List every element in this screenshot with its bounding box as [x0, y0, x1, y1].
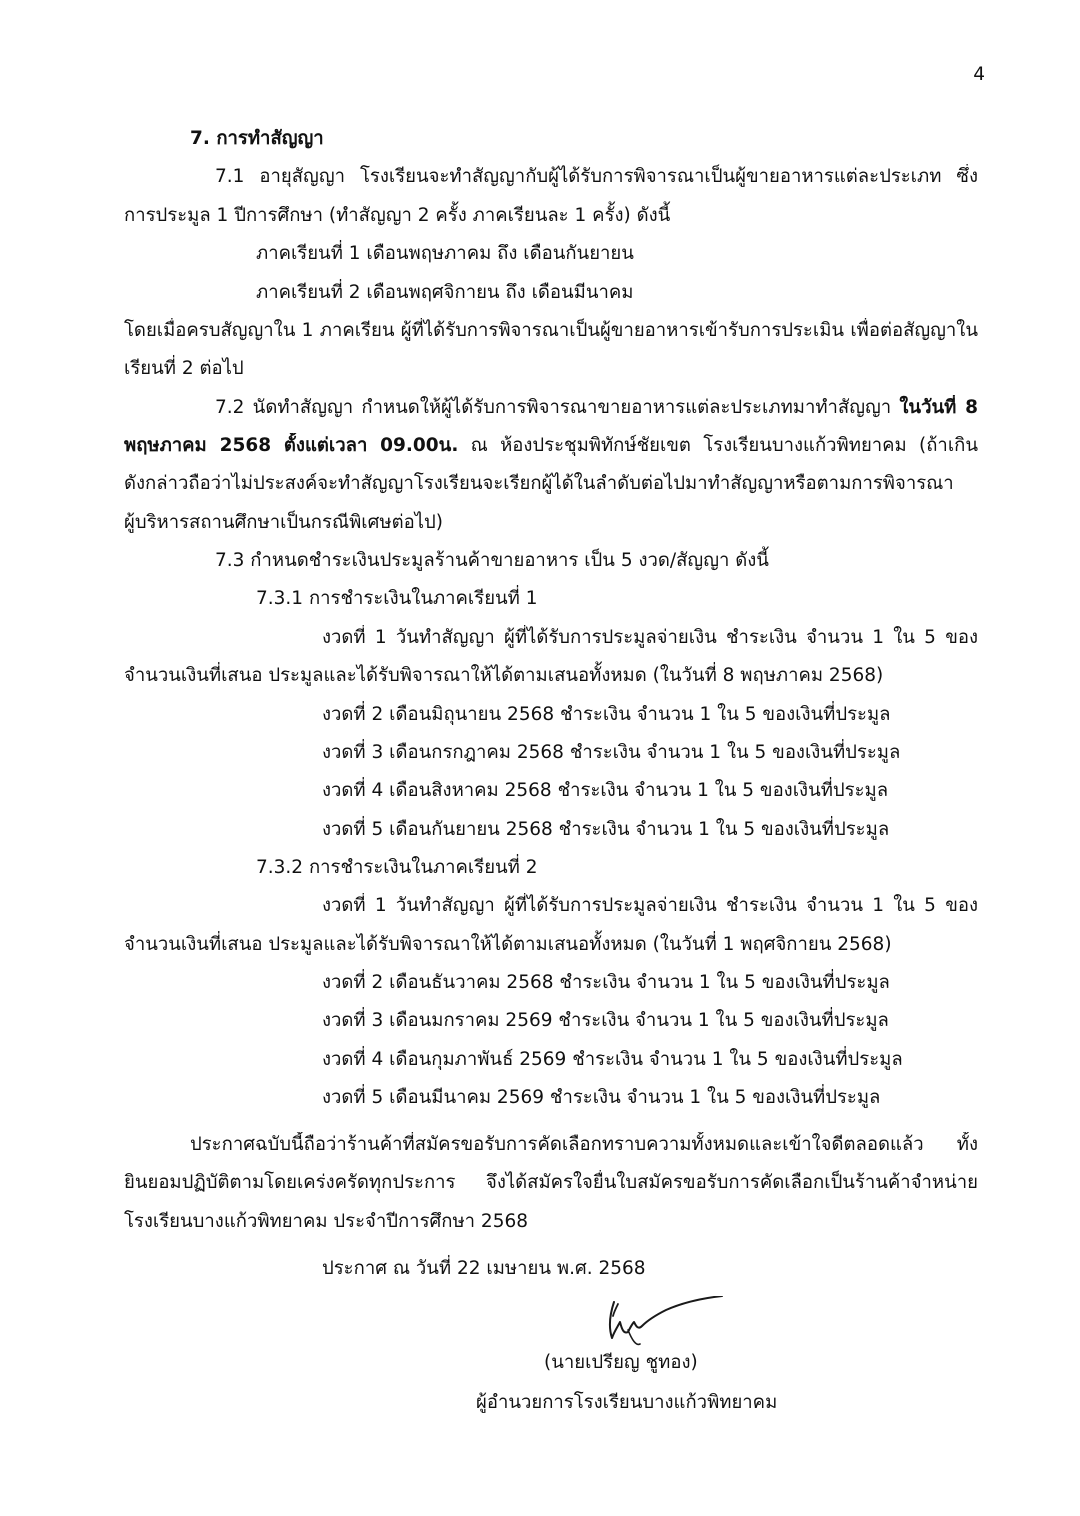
s732-item4: งวดที่ 4 เดือนกุมภาพันธ์ 2569 ชำระเงิน จำนวน 1 ใน 5 ของเงินที่ประมูล — [322, 1049, 903, 1070]
s72-line1 — [215, 395, 978, 421]
s732-item1-line1: งวดที่ 1 วันทำสัญญา ผู้ที่ได้รับการประมูลจ่ายเงิน ชำระเงิน จำนวน 1 ใน 5 ของ — [322, 895, 978, 916]
s732-item5: งวดที่ 5 เดือนมีนาคม 2569 ชำระเงิน จำนวน 1 ใน 5 ของเงินที่ประมูล — [322, 1087, 881, 1108]
signature-icon — [588, 1296, 728, 1352]
section-title: 7. การทำสัญญา — [190, 128, 324, 149]
announcement-line2: ยินยอมปฏิบัติตามโดยเคร่งครัดทุกประการ จึงได้สมัครใจยื่นใบสมัครขอรับการคัดเลือกเป็นร้านค้าจำหน่าย — [124, 1172, 978, 1193]
page-number: 4 — [973, 64, 985, 85]
signatory-position: ผู้อำนวยการโรงเรียนบางแก้วพิทยาคม — [476, 1392, 778, 1413]
announcement-line1: ประกาศฉบับนี้ถือว่าร้านค้าที่สมัครขอรับการคัดเลือกทราบความทั้งหมดและเข้าใจดีตลอดแล้ว ทั้ง — [190, 1134, 978, 1155]
s72-line4: ผู้บริหารสถานศึกษาเป็นกรณีพิเศษต่อไป) — [124, 512, 443, 533]
s731-heading: 7.3.1 การชำระเงินในภาคเรียนที่ 1 — [256, 588, 538, 609]
s731-item1-line1: งวดที่ 1 วันทำสัญญา ผู้ที่ได้รับการประมูลจ่ายเงิน ชำระเงิน จำนวน 1 ใน 5 ของ — [322, 627, 978, 648]
s731-item2: งวดที่ 2 เดือนมิถุนายน 2568 ชำระเงิน จำนวน 1 ใน 5 ของเงินที่ประมูล — [322, 704, 891, 725]
s71-line6: เรียนที่ 2 ต่อไป — [124, 358, 244, 379]
s731-item5: งวดที่ 5 เดือนกันยายน 2568 ชำระเงิน จำนวน 1 ใน 5 ของเงินที่ประมูล — [322, 819, 890, 840]
s71-line1: 7.1 อายุสัญญา โรงเรียนจะทำสัญญากับผู้ได้รับการพิจารณาเป็นผู้ขายอาหารแต่ละประเภท ซึ่ง — [215, 166, 978, 187]
s72-line2 — [124, 433, 978, 459]
s71-line2: การประมูล 1 ปีการศึกษา (ทำสัญญา 2 ครั้ง ภาคเรียนละ 1 ครั้ง) ดังนี้ — [124, 205, 671, 226]
announcement-line3: โรงเรียนบางแก้วพิทยาคม ประจำปีการศึกษา 2568 — [124, 1211, 529, 1232]
s72-line3: ดังกล่าวถือว่าไม่ประสงค์จะทำสัญญาโรงเรียนจะเรียกผู้ได้ในลำดับต่อไปมาทำสัญญาหรือตามการพิจารณา — [124, 473, 954, 494]
s731-item4: งวดที่ 4 เดือนสิงหาคม 2568 ชำระเงิน จำนวน 1 ใน 5 ของเงินที่ประมูล — [322, 780, 889, 801]
s731-item3: งวดที่ 3 เดือนกรกฎาคม 2568 ชำระเงิน จำนวน 1 ใน 5 ของเงินที่ประมูล — [322, 742, 901, 763]
s732-item2: งวดที่ 2 เดือนธันวาคม 2568 ชำระเงิน จำนวน 1 ใน 5 ของเงินที่ประมูล — [322, 972, 890, 993]
s731-item1-line2: จำนวนเงินที่เสนอ ประมูลและได้รับพิจารณาให้ได้ตามเสนอทั้งหมด (ในวันที่ 8 พฤษภาคม 2568) — [124, 665, 884, 686]
s72-line1-bold: ในวันที่ 8 — [899, 397, 978, 418]
signatory-name: (นายเปรียญ ชูทอง) — [544, 1352, 698, 1373]
s732-item1-line2: จำนวนเงินที่เสนอ ประมูลและได้รับพิจารณาให้ได้ตามเสนอทั้งหมด (ในวันที่ 1 พฤศจิกายน 2568) — [124, 934, 892, 955]
s72-line2-bold: พฤษภาคม 2568 ตั้งแต่เวลา 09.00น. — [124, 435, 459, 456]
signature-area — [522, 1246, 758, 1354]
date-line: ประกาศ ณ วันที่ 22 เมษายน พ.ศ. 2568 — [322, 1258, 646, 1279]
s732-item3: งวดที่ 3 เดือนมกราคม 2569 ชำระเงิน จำนวน 1 ใน 5 ของเงินที่ประมูล — [322, 1010, 889, 1031]
s71-term2: ภาคเรียนที่ 2 เดือนพฤศจิกายน ถึง เดือนมีนาคม — [256, 282, 634, 303]
s71-line5: โดยเมื่อครบสัญญาใน 1 ภาคเรียน ผู้ที่ได้รับการพิจารณาเป็นผู้ขายอาหารเข้ารับการประเมิน เพื่อต่อสัญญาใน — [124, 320, 978, 341]
s732-heading: 7.3.2 การชำระเงินในภาคเรียนที่ 2 — [256, 857, 538, 878]
s72-line1-normal: 7.2 นัดทำสัญญา กำหนดให้ผู้ได้รับการพิจารณาขายอาหารแต่ละประเภทมาทำสัญญา — [215, 397, 900, 418]
s71-term1: ภาคเรียนที่ 1 เดือนพฤษภาคม ถึง เดือนกันยายน — [256, 243, 634, 264]
s73-heading: 7.3 กำหนดชำระเงินประมูลร้านค้าขายอาหาร เป็น 5 งวด/สัญญา ดังนี้ — [215, 550, 769, 571]
s72-line2-normal: ณ ห้องประชุมพิทักษ์ชัยเขต โรงเรียนบางแก้วพิทยาคม (ถ้าเกิน — [470, 435, 978, 456]
